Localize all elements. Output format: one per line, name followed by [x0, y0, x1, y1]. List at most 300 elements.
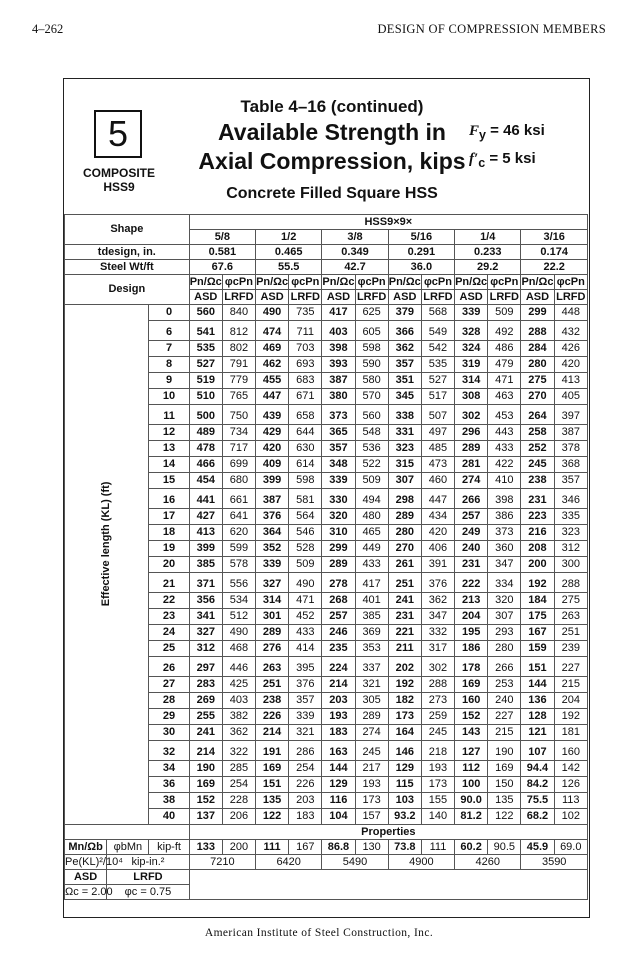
asd-value: 193 — [322, 709, 355, 725]
asd-value: 178 — [455, 657, 488, 677]
euler-buckling-row — [65, 855, 588, 870]
effective-length: 28 — [149, 693, 189, 709]
lrfd-value: 335 — [554, 509, 587, 525]
lrfd-value: 259 — [421, 709, 454, 725]
flexural-strength-value: 45.9 — [521, 840, 554, 855]
lrfd-value: 385 — [355, 609, 388, 625]
asd-value: 352 — [256, 541, 289, 557]
asd-value: 163 — [322, 741, 355, 761]
asd-value: 137 — [189, 809, 222, 825]
lrfd-value: 405 — [554, 389, 587, 405]
lrfd-value: 183 — [289, 809, 322, 825]
lrfd-value: 275 — [554, 593, 587, 609]
allowable-strength-heading: Pn/Ωc — [388, 275, 421, 288]
asd-value: 122 — [256, 809, 289, 825]
asd-value: 474 — [256, 321, 289, 341]
steel-weight-value: 67.6 — [189, 260, 255, 275]
asd-value: 296 — [455, 425, 488, 441]
asd-value: 169 — [189, 777, 222, 793]
asd-value: 192 — [388, 677, 421, 693]
lrfd-value: 507 — [421, 405, 454, 425]
asd-value: 211 — [388, 641, 421, 657]
asd-value: 223 — [521, 509, 554, 525]
lrfd-value: 369 — [355, 625, 388, 641]
effective-length: 25 — [149, 641, 189, 657]
asd-value: 527 — [189, 357, 222, 373]
asd-value: 127 — [455, 741, 488, 761]
lrfd-value: 395 — [289, 657, 322, 677]
lrfd-value: 509 — [488, 305, 521, 321]
asd-value: 288 — [521, 321, 554, 341]
thickness-heading: 3/8 — [322, 230, 388, 245]
asd-value: 409 — [256, 457, 289, 473]
title-line-2: Axial Compression, kips — [198, 148, 466, 174]
lrfd-value: 433 — [289, 625, 322, 641]
asd-value: 121 — [521, 725, 554, 741]
lrfd-value: 420 — [421, 525, 454, 541]
lrfd-value: 135 — [488, 793, 521, 809]
asd-value: 447 — [256, 389, 289, 405]
allowable-strength-heading: Pn/Ωc — [521, 275, 554, 288]
asd-value: 136 — [521, 693, 554, 709]
asd-value: 151 — [521, 657, 554, 677]
effective-length: 7 — [149, 341, 189, 357]
asd-value: 94.4 — [521, 761, 554, 777]
flexural-strength-value: 111 — [256, 840, 289, 855]
lrfd-value: 113 — [554, 793, 587, 809]
asd-value: 339 — [455, 305, 488, 321]
tdesign-value: 0.581 — [189, 245, 255, 260]
effective-length: 9 — [149, 373, 189, 389]
lrfd-value: 620 — [222, 525, 255, 541]
lrfd-value: 465 — [355, 525, 388, 541]
effective-length: 16 — [149, 489, 189, 509]
lrfd-value: 542 — [421, 341, 454, 357]
lrfd-value: 288 — [554, 573, 587, 593]
lrfd-value: 305 — [355, 693, 388, 709]
lrfd-value: 734 — [222, 425, 255, 441]
asd-value: 258 — [521, 425, 554, 441]
lrfd-value: 433 — [488, 441, 521, 457]
lrfd-value: 285 — [222, 761, 255, 777]
lrfd-value: 321 — [289, 725, 322, 741]
asd-value: 195 — [455, 625, 488, 641]
asd-value: 146 — [388, 741, 421, 761]
asd-heading: ASD — [322, 290, 355, 305]
asd-value: 213 — [455, 593, 488, 609]
asd-value: 280 — [388, 525, 421, 541]
asd-value: 203 — [322, 693, 355, 709]
table-row — [65, 305, 588, 321]
lrfd-heading: LRFD — [356, 290, 387, 303]
lrfd-value: 382 — [222, 709, 255, 725]
lrfd-value: 353 — [355, 641, 388, 657]
asd-value: 75.5 — [521, 793, 554, 809]
thickness-heading: 1/2 — [256, 230, 322, 245]
lrfd-value: 735 — [289, 305, 322, 321]
lrfd-value: 150 — [488, 777, 521, 793]
asd-value: 246 — [322, 625, 355, 641]
lrfd-value: 446 — [222, 657, 255, 677]
lrfd-value: 486 — [488, 341, 521, 357]
lrfd-value: 206 — [222, 809, 255, 825]
lrfd-value: 463 — [488, 389, 521, 405]
lrfd-value: 155 — [421, 793, 454, 809]
steel-weight-value: 55.5 — [256, 260, 322, 275]
effective-length: 17 — [149, 509, 189, 525]
asd-value: 200 — [521, 557, 554, 573]
asd-value: 462 — [256, 357, 289, 373]
lrfd-value: 840 — [222, 305, 255, 321]
asd-value: 330 — [322, 489, 355, 509]
lrfd-value: 425 — [222, 677, 255, 693]
asd-value: 427 — [189, 509, 222, 525]
asd-value: 339 — [256, 557, 289, 573]
asd-value: 190 — [189, 761, 222, 777]
euler-value: 5490 — [322, 855, 388, 870]
asd-value: 240 — [455, 541, 488, 557]
design-strength-heading: φcPn — [222, 275, 255, 290]
lrfd-value: 413 — [554, 373, 587, 389]
asd-value: 314 — [455, 373, 488, 389]
asd-value: 376 — [256, 509, 289, 525]
asd-value: 115 — [388, 777, 421, 793]
lrfd-value: 347 — [488, 557, 521, 573]
lrfd-value: 362 — [222, 725, 255, 741]
asd-value: 183 — [322, 725, 355, 741]
asd-value: 241 — [388, 593, 421, 609]
asd-value: 357 — [388, 357, 421, 373]
lrfd-value: 509 — [355, 473, 388, 489]
asd-value: 214 — [322, 677, 355, 693]
asd-value: 289 — [322, 557, 355, 573]
asd-value: 204 — [455, 609, 488, 625]
asd-value: 331 — [388, 425, 421, 441]
lrfd-value: 644 — [289, 425, 322, 441]
asd-value: 299 — [521, 305, 554, 321]
lrfd-value: 320 — [488, 593, 521, 609]
column-symbol-row — [65, 275, 588, 290]
asd-value: 323 — [388, 441, 421, 457]
lrfd-value: 245 — [355, 741, 388, 761]
asd-value: 327 — [256, 573, 289, 593]
asd-value: 387 — [322, 373, 355, 389]
effective-length: 8 — [149, 357, 189, 373]
euler-value: 6420 — [256, 855, 322, 870]
effective-length: 20 — [149, 557, 189, 573]
asd-value: 298 — [388, 489, 421, 509]
flexural-strength-value: 60.2 — [455, 840, 488, 855]
page-footer: American Institute of Steel Construction, Inc. — [204, 927, 434, 939]
lrfd-value: 339 — [289, 709, 322, 725]
lrfd-value: 802 — [222, 341, 255, 357]
tdesign-value: 0.174 — [521, 245, 588, 260]
lrfd-value: 227 — [488, 709, 521, 725]
asd-value: 116 — [322, 793, 355, 809]
asd-value: 144 — [521, 677, 554, 693]
thickness-heading: 3/16 — [521, 230, 588, 245]
asd-value: 327 — [189, 625, 222, 641]
tdesign-value: 0.233 — [455, 245, 521, 260]
asd-value: 315 — [388, 457, 421, 473]
lrfd-value: 266 — [488, 657, 521, 677]
asd-value: 226 — [256, 709, 289, 725]
lrfd-value: 434 — [421, 509, 454, 525]
lrfd-value: 228 — [222, 793, 255, 809]
asd-value: 469 — [256, 341, 289, 357]
effective-length: 0 — [149, 305, 189, 321]
asd-heading: ASD — [455, 290, 488, 305]
lrfd-value: 680 — [222, 473, 255, 489]
lrfd-value: 598 — [289, 473, 322, 489]
tdesign-value: 0.349 — [322, 245, 388, 260]
asd-value: 341 — [189, 609, 222, 625]
asd-value: 241 — [189, 725, 222, 741]
lrfd-value: 683 — [289, 373, 322, 389]
lrfd-value: 273 — [421, 693, 454, 709]
lrfd-value: 398 — [488, 489, 521, 509]
flexural-strength-value: 111 — [421, 840, 454, 855]
asd-value: 235 — [322, 641, 355, 657]
lrfd-value: 711 — [289, 321, 322, 341]
lrfd-value: 549 — [421, 321, 454, 341]
asd-value: 366 — [388, 321, 421, 341]
asd-value: 251 — [256, 677, 289, 693]
asd-value: 255 — [189, 709, 222, 725]
effective-length: 23 — [149, 609, 189, 625]
lrfd-value: 599 — [222, 541, 255, 557]
asd-value: 345 — [388, 389, 421, 405]
asd-value: 275 — [521, 373, 554, 389]
lrfd-value: 142 — [554, 761, 587, 777]
asd-value: 302 — [455, 405, 488, 425]
asd-value: 214 — [256, 725, 289, 741]
asd-value: 221 — [388, 625, 421, 641]
lrfd-value: 479 — [488, 357, 521, 373]
asd-value: 202 — [388, 657, 421, 677]
lrfd-value: 397 — [554, 405, 587, 425]
lrfd-value: 443 — [488, 425, 521, 441]
lrfd-value: 391 — [421, 557, 454, 573]
lrfd-value: 468 — [222, 641, 255, 657]
lrfd-value: 570 — [355, 389, 388, 405]
asd-value: 319 — [455, 357, 488, 373]
euler-value: 3590 — [521, 855, 588, 870]
asd-value: 238 — [256, 693, 289, 709]
asd-value: 324 — [455, 341, 488, 357]
lrfd-value: 386 — [488, 509, 521, 525]
asd-value: 257 — [322, 609, 355, 625]
lrfd-value: 420 — [554, 357, 587, 373]
asd-value: 519 — [189, 373, 222, 389]
lrfd-value: 414 — [289, 641, 322, 657]
lrfd-value: 173 — [421, 777, 454, 793]
asd-value: 224 — [322, 657, 355, 677]
lrfd-value: 460 — [421, 473, 454, 489]
lrfd-value: 536 — [355, 441, 388, 457]
asd-heading: ASD — [189, 290, 222, 305]
shape-row — [65, 215, 588, 230]
asd-value: 68.2 — [521, 809, 554, 825]
lrfd-value: 254 — [222, 777, 255, 793]
lrfd-value: 218 — [421, 741, 454, 761]
lrfd-value: 605 — [355, 321, 388, 341]
lrfd-value: 173 — [355, 793, 388, 809]
lrfd-value: 312 — [554, 541, 587, 557]
effective-length: 10 — [149, 389, 189, 405]
lrfd-value: 192 — [554, 709, 587, 725]
asd-value: 278 — [322, 573, 355, 593]
lrfd-value: 406 — [421, 541, 454, 557]
lrfd-value: 494 — [355, 489, 388, 509]
euler-value: 7210 — [189, 855, 255, 870]
asd-value: 289 — [256, 625, 289, 641]
asd-value: 231 — [455, 557, 488, 573]
lrfd-heading: LRFD — [224, 290, 254, 303]
lrfd-value: 227 — [554, 657, 587, 677]
asd-value: 175 — [521, 609, 554, 625]
section-badge: 5 — [94, 110, 142, 158]
lrfd-value: 286 — [289, 741, 322, 761]
lrfd-value: 490 — [222, 625, 255, 641]
asd-value: 307 — [388, 473, 421, 489]
asd-value: 454 — [189, 473, 222, 489]
lrfd-value: 288 — [421, 677, 454, 693]
lrfd-heading: LRFD — [290, 290, 320, 303]
lrfd-value: 528 — [289, 541, 322, 557]
asd-value: 308 — [455, 389, 488, 405]
lrfd-value: 401 — [355, 593, 388, 609]
lrfd-value: 447 — [421, 489, 454, 509]
asd-value: 257 — [455, 509, 488, 525]
badge-label-composite: COMPOSITE — [82, 166, 155, 180]
flexural-strength-value: 86.8 — [322, 840, 355, 855]
lrfd-value: 337 — [355, 657, 388, 677]
lrfd-value: 357 — [289, 693, 322, 709]
properties-heading-row — [65, 825, 588, 840]
lrfd-value: 274 — [355, 725, 388, 741]
design-strength-heading: φcPn — [488, 275, 521, 290]
lrfd-value: 581 — [289, 489, 322, 509]
lrfd-value: 490 — [289, 573, 322, 593]
asd-value: 328 — [455, 321, 488, 341]
flexural-strength-value: 73.8 — [388, 840, 421, 855]
table-number: Table 4–16 (continued) — [240, 97, 424, 116]
lrfd-value: 347 — [421, 609, 454, 625]
asd-value: 249 — [455, 525, 488, 541]
lrfd-value: 449 — [355, 541, 388, 557]
steel-weight-row — [65, 260, 588, 275]
asd-value: 420 — [256, 441, 289, 457]
properties-label: Properties — [189, 825, 587, 840]
asd-value: 107 — [521, 741, 554, 761]
asd-value: 231 — [388, 609, 421, 625]
tdesign-row — [65, 245, 588, 260]
lrfd-value: 658 — [289, 405, 322, 425]
badge-label — [78, 166, 160, 194]
asd-value: 169 — [256, 761, 289, 777]
asd-value: 252 — [521, 441, 554, 457]
asd-value: 393 — [322, 357, 355, 373]
lrfd-value: 376 — [289, 677, 322, 693]
lrfd-value: 190 — [488, 741, 521, 761]
asd-value: 398 — [322, 341, 355, 357]
asd-value: 283 — [189, 677, 222, 693]
asd-value: 301 — [256, 609, 289, 625]
tdesign-value: 0.465 — [256, 245, 322, 260]
asd-value: 535 — [189, 341, 222, 357]
lrfd-value: 126 — [554, 777, 587, 793]
asd-value: 274 — [455, 473, 488, 489]
lrfd-value: 157 — [355, 809, 388, 825]
asd-value: 362 — [388, 341, 421, 357]
lrfd-value: 699 — [222, 457, 255, 473]
asd-value: 339 — [322, 473, 355, 489]
lrfd-value: 323 — [554, 525, 587, 541]
asd-value: 160 — [455, 693, 488, 709]
asd-value: 104 — [322, 809, 355, 825]
lrfd-value: 368 — [554, 457, 587, 473]
lrfd-value: 452 — [289, 609, 322, 625]
effective-length: 18 — [149, 525, 189, 541]
lrfd-value: 263 — [554, 609, 587, 625]
lrfd-value: 527 — [421, 373, 454, 389]
effective-length: 26 — [149, 657, 189, 677]
asd-value: 100 — [455, 777, 488, 793]
euler-value: 4900 — [388, 855, 454, 870]
asd-value: 478 — [189, 441, 222, 457]
lrfd-value: 215 — [488, 725, 521, 741]
mn-unit: kip-ft — [149, 840, 189, 855]
asd-value: 489 — [189, 425, 222, 441]
tdesign-label: tdesign, in. — [65, 245, 190, 260]
design-label: Design — [65, 275, 190, 305]
lrfd-value: 717 — [222, 441, 255, 457]
design-strength-heading: φcPn — [421, 275, 454, 290]
euler-value: 4260 — [455, 855, 521, 870]
lrfd-value: 321 — [355, 677, 388, 693]
lrfd-value: 568 — [421, 305, 454, 321]
asd-value: 270 — [388, 541, 421, 557]
lrfd-heading: LRFD — [554, 290, 587, 305]
lrfd-value: 548 — [355, 425, 388, 441]
asd-value: 380 — [322, 389, 355, 405]
lrfd-value: 140 — [421, 809, 454, 825]
lrfd-value: 253 — [488, 677, 521, 693]
asd-value: 135 — [256, 793, 289, 809]
effective-length: 38 — [149, 793, 189, 809]
lrfd-value: 280 — [488, 641, 521, 657]
pe-label: Pe(KL)²/10⁴ — [65, 855, 123, 868]
asd-value: 541 — [189, 321, 222, 341]
pe-unit: kip-in.² — [107, 855, 189, 870]
asd-value: 103 — [388, 793, 421, 809]
lrfd-value: 317 — [421, 641, 454, 657]
asd-value: 222 — [455, 573, 488, 593]
asd-value: 90.0 — [455, 793, 488, 809]
safety-factor: Ωc = 2.00 — [65, 885, 113, 898]
asd-value: 152 — [189, 793, 222, 809]
steel-weight-label: Steel Wt/ft — [65, 260, 190, 275]
asd-value: 417 — [322, 305, 355, 321]
lrfd-value: 417 — [355, 573, 388, 593]
lrfd-value: 564 — [289, 509, 322, 525]
tdesign-value: 0.291 — [388, 245, 454, 260]
asd-value: 500 — [189, 405, 222, 425]
asd-legend: ASD — [65, 870, 107, 885]
thickness-heading: 1/4 — [455, 230, 521, 245]
lrfd-value: 332 — [421, 625, 454, 641]
